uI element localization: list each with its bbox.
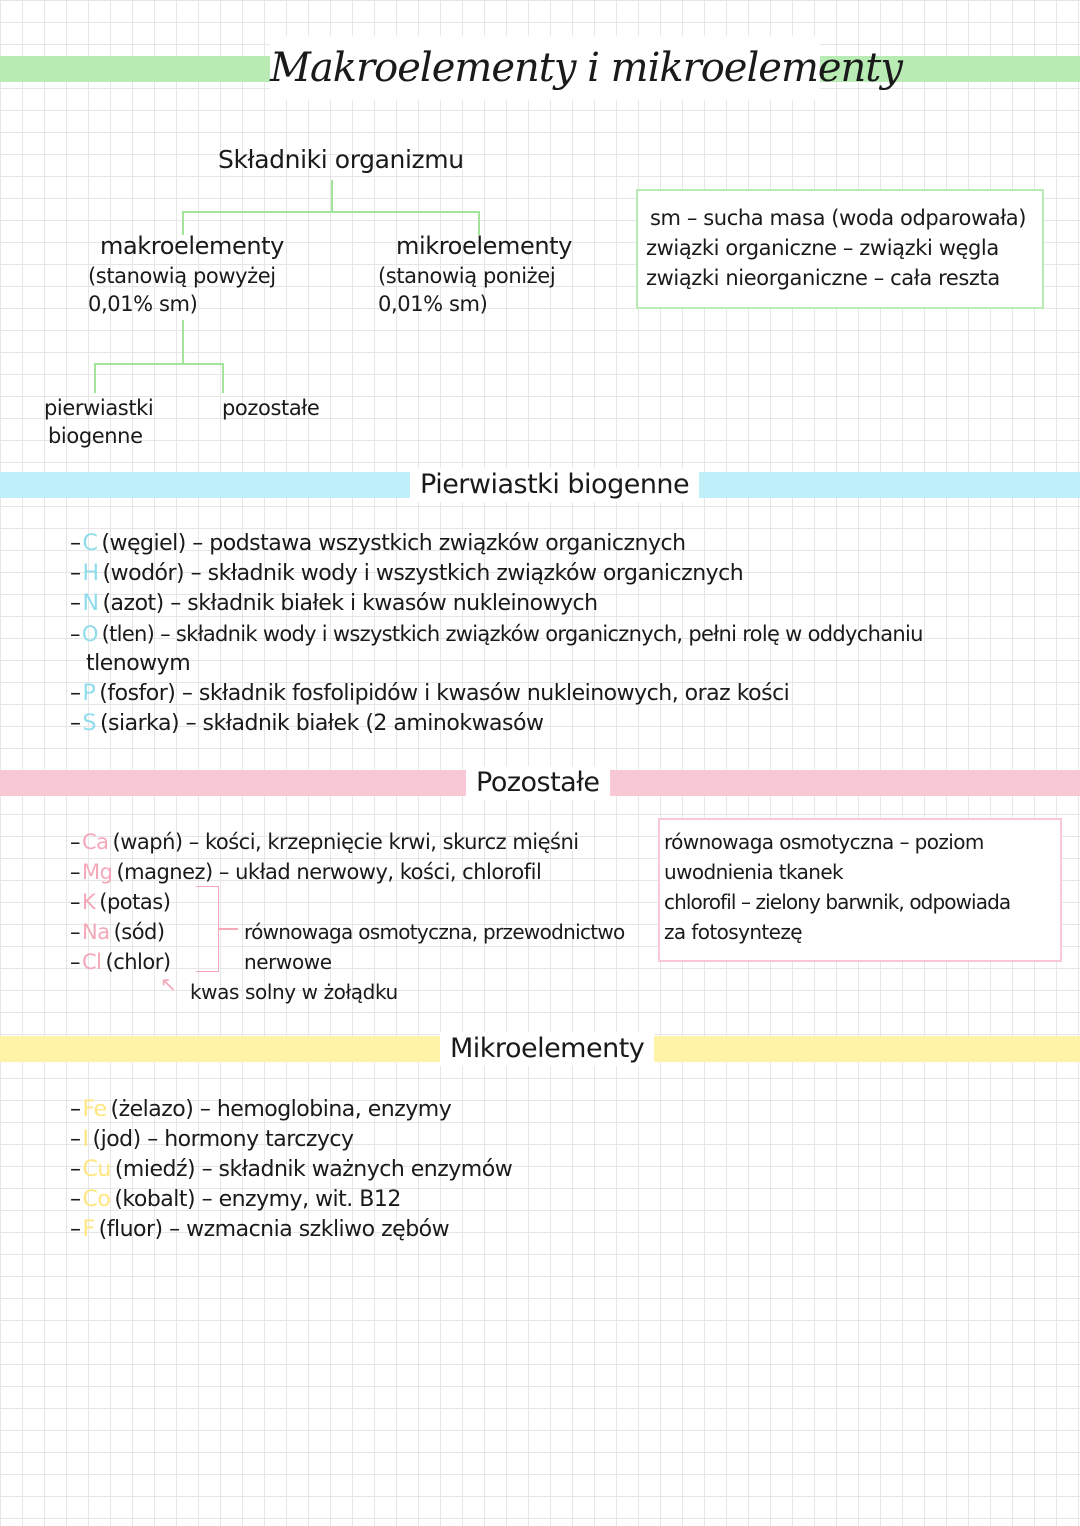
bullet-dash: – — [70, 1187, 81, 1212]
bullet-dash: – — [70, 1217, 81, 1242]
page-title: Makroelementy i mikroelementy — [270, 36, 820, 100]
section-heading-micro: Mikroelementy — [440, 1032, 654, 1066]
list-item — [70, 828, 579, 856]
others-label: pozostałe — [222, 396, 320, 420]
element-symbol: P — [82, 681, 96, 706]
bullet-dash: – — [70, 622, 80, 646]
element-desc: (jod) – hormony tarczycy — [92, 1127, 354, 1152]
micro-label: mikroelementy — [396, 232, 572, 260]
micro-desc: (stanowią poniżej — [378, 264, 556, 288]
bullet-dash: – — [70, 950, 80, 974]
list-item — [70, 680, 789, 708]
biogenic-label: biogenne — [48, 424, 143, 448]
element-desc: (żelazo) – hemoglobina, enzymy — [110, 1097, 452, 1122]
element-desc: (sód) — [113, 920, 165, 944]
bullet-dash: – — [70, 711, 81, 736]
tree-connector — [331, 180, 333, 212]
element-symbol: I — [82, 1127, 89, 1152]
note-line: uwodnienia tkanek — [664, 860, 844, 884]
legend-line: związki organiczne – związki węgla — [646, 236, 999, 260]
element-desc: (wodór) – składnik wody i wszystkich związków organicznych — [102, 561, 744, 586]
list-item — [70, 620, 923, 648]
element-symbol: F — [82, 1217, 95, 1242]
list-item — [70, 560, 743, 588]
macro-desc: (stanowią powyżej — [88, 264, 276, 288]
note-line: za fotosyntezę — [664, 920, 802, 944]
element-symbol: Fe — [82, 1097, 107, 1122]
element-symbol: Na — [82, 920, 110, 944]
element-symbol: N — [82, 591, 99, 616]
list-item — [70, 918, 165, 946]
tree-root: Składniki organizmu — [218, 145, 464, 174]
element-desc: (wapń) – kości, krzepnięcie krwi, skurcz mięśni — [112, 830, 579, 854]
element-desc: (tlen) – składnik wody i wszystkich związków organicznych, pełni rolę w oddychaniu — [101, 622, 923, 646]
section-heading-others: Pozostałe — [466, 766, 610, 800]
list-item — [70, 1096, 451, 1124]
bullet-dash: – — [70, 920, 80, 944]
bullet-dash: – — [70, 591, 81, 616]
bullet-dash: – — [70, 860, 80, 884]
biogenic-label: pierwiastki — [44, 396, 154, 420]
group-bracket — [196, 886, 219, 972]
tree-connector — [182, 211, 480, 213]
tree-connector — [182, 320, 184, 364]
list-item — [70, 1216, 449, 1244]
bracket-connector — [218, 928, 238, 930]
bullet-dash: – — [70, 1097, 81, 1122]
list-item — [70, 590, 598, 618]
element-symbol: S — [82, 711, 96, 736]
legend-line: sm – sucha masa (woda odparowała) — [650, 206, 1027, 230]
bullet-dash: – — [70, 830, 80, 854]
bullet-dash: – — [70, 531, 81, 556]
list-item — [70, 1186, 401, 1214]
list-item-continuation: tlenowym — [86, 651, 191, 676]
micro-desc: 0,01% sm) — [378, 292, 488, 316]
element-symbol: C — [82, 531, 98, 556]
tree-connector — [94, 363, 96, 393]
tree-connector — [94, 363, 224, 365]
tree-connector — [222, 363, 224, 393]
list-item — [70, 710, 543, 738]
macro-label: makroelementy — [100, 232, 284, 260]
chlor-note: kwas solny w żołądku — [190, 980, 398, 1004]
list-item — [70, 948, 171, 976]
bullet-dash: – — [70, 890, 80, 914]
element-symbol: Co — [82, 1187, 111, 1212]
element-symbol: O — [81, 622, 98, 646]
element-desc: (chlor) — [105, 950, 171, 974]
element-desc: (fluor) – wzmacnia szkliwo zębów — [98, 1217, 450, 1242]
element-symbol: Mg — [82, 860, 113, 884]
element-desc: (azot) – składnik białek i kwasów nukleinowych — [102, 591, 598, 616]
bullet-dash: – — [70, 1157, 81, 1182]
list-item — [70, 1126, 354, 1154]
element-desc: (węgiel) – podstawa wszystkich związków organicznych — [101, 531, 686, 556]
element-symbol: Cl — [82, 950, 102, 974]
element-desc: (magnez) – układ nerwowy, kości, chlorofil — [116, 860, 542, 884]
bullet-dash: – — [70, 561, 81, 586]
element-symbol: Ca — [82, 830, 109, 854]
element-symbol: H — [82, 561, 99, 586]
bullet-dash: – — [70, 1127, 81, 1152]
group-note: nerwowe — [244, 950, 332, 974]
element-desc: (fosfor) – składnik fosfolipidów i kwasów nukleinowych, oraz kości — [99, 681, 790, 706]
list-item — [70, 858, 541, 886]
element-symbol: Cu — [82, 1157, 111, 1182]
element-desc: (potas) — [99, 890, 171, 914]
element-desc: (miedź) – składnik ważnych enzymów — [114, 1157, 513, 1182]
group-note: równowaga osmotyczna, przewodnictwo — [244, 920, 625, 944]
element-desc: (kobalt) – enzymy, wit. B12 — [114, 1187, 401, 1212]
list-item — [70, 530, 686, 558]
macro-desc: 0,01% sm) — [88, 292, 198, 316]
bullet-dash: – — [70, 681, 81, 706]
note-line: chlorofil – zielony barwnik, odpowiada — [664, 890, 1011, 914]
list-item — [70, 1156, 512, 1184]
element-desc: (siarka) – składnik białek (2 aminokwasów — [99, 711, 544, 736]
arrow-icon: ↖ — [160, 972, 177, 996]
legend-line: związki nieorganiczne – cała reszta — [646, 266, 1000, 290]
list-item — [70, 888, 170, 916]
element-symbol: K — [82, 890, 96, 914]
note-line: równowaga osmotyczna – poziom — [664, 830, 984, 854]
section-heading-biogenic: Pierwiastki biogenne — [410, 468, 699, 502]
